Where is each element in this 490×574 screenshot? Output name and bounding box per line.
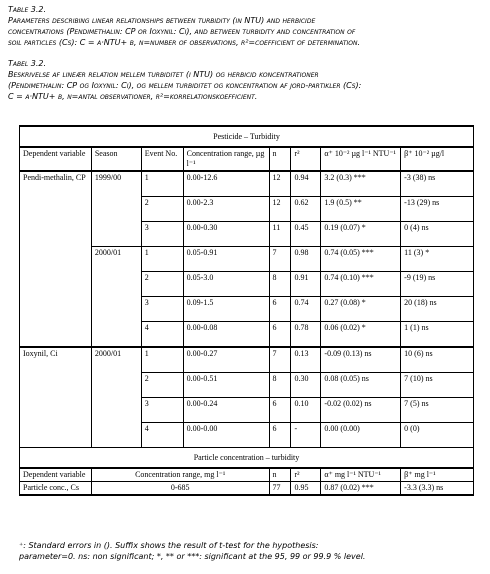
cell-beta: 0 (4) ns — [401, 222, 474, 247]
cell-alpha: 0.06 (0.02) * — [321, 322, 401, 348]
cell-beta: 10 (6) ns — [401, 347, 474, 373]
cell-dep — [20, 197, 92, 222]
cell-range: 0.00-0.27 — [183, 347, 269, 373]
section-title-particle: Particle concentration – turbidity — [20, 448, 474, 469]
cell-dep: Pendi-methalin, CP — [20, 171, 92, 197]
table-row — [20, 322, 474, 348]
header-row-particle — [20, 468, 474, 482]
cell-n: 12 — [269, 171, 291, 197]
cell-alpha: 0.74 (0.10) *** — [321, 272, 401, 297]
cell-range: 0.05-0.91 — [183, 247, 269, 272]
table-row — [20, 398, 474, 423]
cell-range: 0.00-0.51 — [183, 373, 269, 398]
section-title-pesticide: Pesticide – Turbidity — [20, 126, 474, 147]
cell-season — [91, 373, 141, 398]
cell-range: 0.00-0.24 — [183, 398, 269, 423]
cell-r2: 0.62 — [291, 197, 321, 222]
cell-alpha: 3.2 (0.3) *** — [321, 171, 401, 197]
cell-n: 6 — [269, 322, 291, 348]
cell-beta: 11 (3) * — [401, 247, 474, 272]
cell-dep — [20, 247, 92, 272]
table-row — [20, 347, 474, 373]
cell-alpha: -0.02 (0.02) ns — [321, 398, 401, 423]
cell-alpha: 0.27 (0.08) * — [321, 297, 401, 322]
cell-event: 1 — [141, 171, 183, 197]
table-row-particle — [20, 482, 474, 496]
table-row — [20, 373, 474, 398]
cell-range: 0.00-0.00 — [183, 423, 269, 448]
cell-dep — [20, 272, 92, 297]
caption-line: Beskrivelse af lineær relation mellem turbiditet (i NTU) og herbicid koncentrationer — [8, 70, 319, 79]
cell-r2: 0.78 — [291, 322, 321, 348]
header-event: Event No. — [141, 147, 183, 171]
caption-line: concentrations (Pendimethalin: CP or Ioxynil: Ci), and between turbidity and concentration of — [8, 27, 356, 36]
caption-english — [8, 4, 482, 48]
results-table — [19, 125, 474, 496]
header-beta: β⁺ 10⁻² µg/l — [401, 147, 474, 171]
cell-r2: 0.10 — [291, 398, 321, 423]
header-dep: Dependent variable — [20, 147, 92, 171]
cell-alpha: 1.9 (0.5) ** — [321, 197, 401, 222]
cell-dep — [20, 423, 92, 448]
cell-alpha: 0.74 (0.05) *** — [321, 247, 401, 272]
cell-r2: 0.13 — [291, 347, 321, 373]
table-row — [20, 272, 474, 297]
footnote-line: ⁺: Standard errors in (). Suffix shows the result of t-test for the hypothesis: — [19, 541, 319, 550]
cell-beta: -13 (29) ns — [401, 197, 474, 222]
cell-season — [91, 423, 141, 448]
cell-beta: 1 (1) ns — [401, 322, 474, 348]
caption-line: C = α·NTU+ β, n=antal observationer, r²=korrelationskoefficient. — [8, 92, 258, 101]
cell-dep — [20, 322, 92, 348]
cell-event: 2 — [141, 373, 183, 398]
cell-n: 7 — [269, 347, 291, 373]
cell-r2: 0.45 — [291, 222, 321, 247]
cell-dep — [20, 373, 92, 398]
table-row — [20, 171, 474, 197]
cell-n: 6 — [269, 398, 291, 423]
cell-n: 11 — [269, 222, 291, 247]
header-n: n — [269, 468, 291, 482]
header-dep: Dependent variable — [20, 468, 92, 482]
cell-season: 2000/01 — [91, 347, 141, 373]
cell-r2: 0.91 — [291, 272, 321, 297]
cell-n: 8 — [269, 272, 291, 297]
cell-event: 2 — [141, 272, 183, 297]
cell-n: 7 — [269, 247, 291, 272]
cell-season — [91, 222, 141, 247]
cell-event: 1 — [141, 347, 183, 373]
cell-beta: -3 (38) ns — [401, 171, 474, 197]
cell-dep — [20, 297, 92, 322]
header-r2: r² — [291, 468, 321, 482]
cell-n: 6 — [269, 297, 291, 322]
cell-beta: 20 (18) ns — [401, 297, 474, 322]
cell-range: 0.00-2.3 — [183, 197, 269, 222]
cell-beta: -9 (19) ns — [401, 272, 474, 297]
cell-dep — [20, 222, 92, 247]
header-range: Concentration range, µg l⁻¹ — [183, 147, 269, 171]
cell-r2: 0.30 — [291, 373, 321, 398]
cell-alpha: 0.00 (0.00) — [321, 423, 401, 448]
caption-danish — [8, 58, 482, 102]
cell-event: 1 — [141, 247, 183, 272]
cell-r2: 0.98 — [291, 247, 321, 272]
cell-beta: 7 (10) ns — [401, 373, 474, 398]
cell-event: 3 — [141, 398, 183, 423]
header-beta: β⁺ mg l⁻¹ — [401, 468, 474, 482]
cell-event: 4 — [141, 423, 183, 448]
cell-r2: 0.74 — [291, 297, 321, 322]
cell-event: 3 — [141, 222, 183, 247]
cell-season — [91, 197, 141, 222]
footnote — [19, 540, 479, 562]
header-season: Season — [91, 147, 141, 171]
cell-range: 0.00-0.08 — [183, 322, 269, 348]
cell-range: 0-685 — [91, 482, 269, 496]
table-row — [20, 197, 474, 222]
cell-alpha: 0.08 (0.05) ns — [321, 373, 401, 398]
cell-range: 0.00-12.6 — [183, 171, 269, 197]
cell-dep — [20, 398, 92, 423]
cell-n: 77 — [269, 482, 291, 496]
footnote-line: parameter=0. ns: non significant; *, ** or ***: significant at the 95, 99 or 99.9 % level. — [19, 552, 366, 561]
cell-beta: 7 (5) ns — [401, 398, 474, 423]
cell-season — [91, 272, 141, 297]
cell-beta: -3.3 (3.3) ns — [401, 482, 474, 496]
cell-event: 4 — [141, 322, 183, 348]
cell-season — [91, 322, 141, 348]
table-row — [20, 222, 474, 247]
header-row — [20, 147, 474, 171]
cell-r2: - — [291, 423, 321, 448]
cell-n: 6 — [269, 423, 291, 448]
cell-event: 2 — [141, 197, 183, 222]
cell-range: 0.00-0.30 — [183, 222, 269, 247]
header-alpha: α⁺ mg l⁻¹ NTU⁻¹ — [321, 468, 401, 482]
table-row — [20, 423, 474, 448]
cell-season — [91, 297, 141, 322]
cell-dep: Particle conc., Cs — [20, 482, 92, 496]
cell-season: 2000/01 — [91, 247, 141, 272]
cell-n: 12 — [269, 197, 291, 222]
caption-label: Table 3.2. — [8, 5, 47, 14]
cell-alpha: 0.19 (0.07) * — [321, 222, 401, 247]
cell-beta: 0 (0) — [401, 423, 474, 448]
cell-event: 3 — [141, 297, 183, 322]
cell-range: 0.05-3.0 — [183, 272, 269, 297]
header-r2: r² — [291, 147, 321, 171]
cell-season — [91, 398, 141, 423]
cell-alpha: 0.87 (0.02) *** — [321, 482, 401, 496]
cell-season: 1999/00 — [91, 171, 141, 197]
caption-line: (Pendimethalin: CP og Ioxynil: Ci), og mellem turbiditet og koncentration af jord-partikler (Cs): — [8, 81, 362, 90]
table-row — [20, 247, 474, 272]
header-range: Concentration range, mg l⁻¹ — [91, 468, 269, 482]
cell-n: 8 — [269, 373, 291, 398]
caption-line: soil particles (Cs): C = α·NTU+ β, n=number of observations, r²=coefficient of determination. — [8, 38, 361, 47]
table-row — [20, 297, 474, 322]
cell-dep: Ioxynil, Ci — [20, 347, 92, 373]
header-alpha: α⁺ 10⁻² µg l⁻¹ NTU⁻¹ — [321, 147, 401, 171]
cell-r2: 0.95 — [291, 482, 321, 496]
header-n: n — [269, 147, 291, 171]
caption-line: Parameters describing linear relationships between turbidity (in NTU) and herbicide — [8, 16, 316, 25]
cell-r2: 0.94 — [291, 171, 321, 197]
cell-alpha: -0.09 (0.13) ns — [321, 347, 401, 373]
cell-range: 0.09-1.5 — [183, 297, 269, 322]
caption-label: Tabel 3.2. — [8, 59, 47, 68]
